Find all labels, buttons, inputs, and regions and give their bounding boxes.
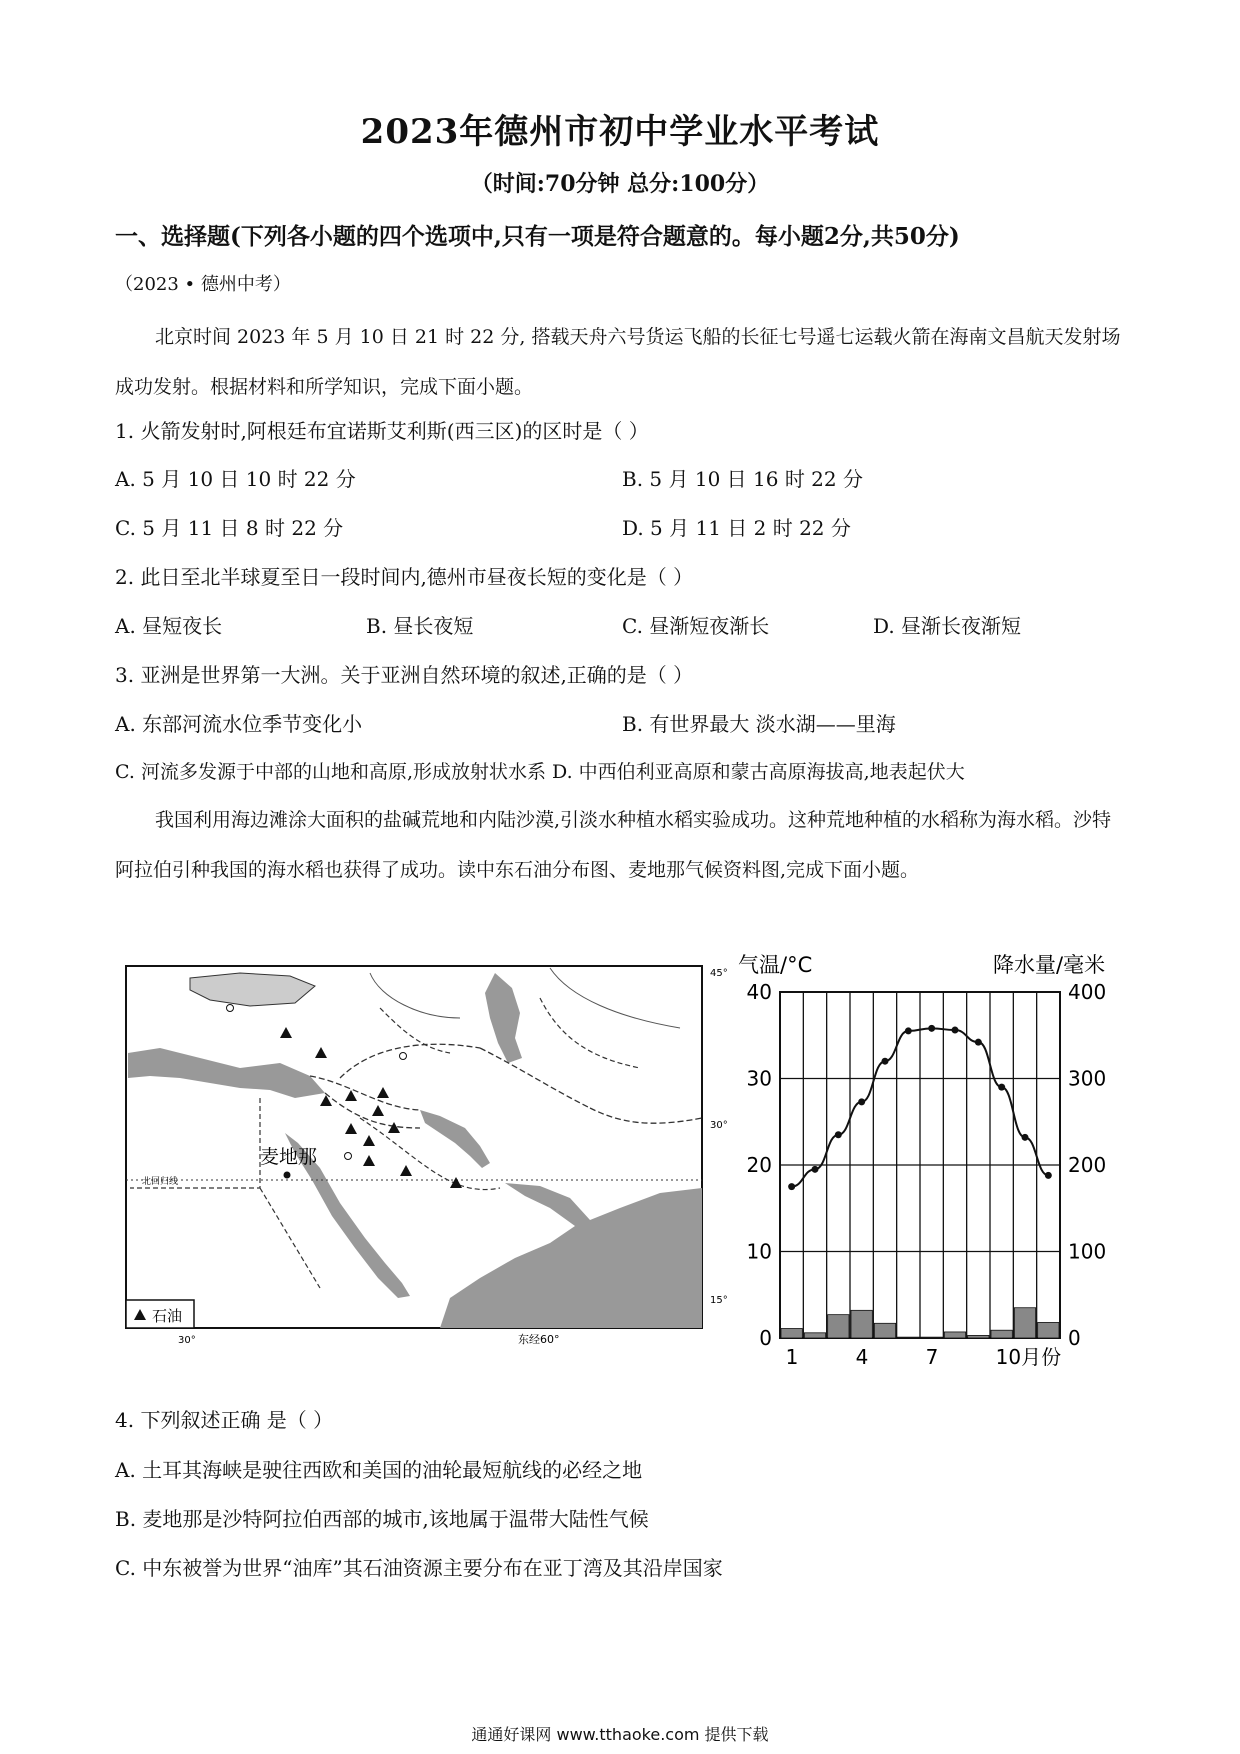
left-tick-label: 40 [746,980,772,1004]
left-tick-label: 30 [746,1066,772,1091]
question-2-stem: 2. 此日至北半球夏至日一段时间内,德州市昼夜长短的变化是（ ） [115,565,694,589]
right-tick-label: 100 [1068,1239,1107,1264]
x-tick-label: 7 [925,1345,939,1369]
precipitation-bar [1038,1322,1059,1338]
lon-30-label: 30° [178,1335,196,1346]
question-2-option-b: B. 昼长夜短 [366,614,474,638]
source-note: （2023 • 德州中考） [115,274,291,295]
medina-city-marker [284,1172,291,1179]
temperature-point [998,1084,1005,1091]
middle-east-oil-map [120,958,730,1350]
precipitation-bar [991,1330,1012,1338]
question-1-option-a: A. 5 月 10 日 10 时 22 分 [115,467,356,491]
temperature-point [812,1166,819,1173]
temperature-point [952,1027,959,1034]
exam-title: 2023年德州市初中学业水平考试 [360,112,880,152]
temperature-point [1022,1134,1029,1141]
precipitation-bar [828,1315,849,1338]
precipitation-bar [968,1335,989,1338]
x-tick-label: 1 [785,1345,799,1369]
precipitation-bar [804,1333,825,1338]
right-tick-label: 300 [1068,1066,1107,1091]
lon-60-label: 东经60° [518,1333,560,1346]
right-tick-label: 200 [1068,1153,1107,1177]
question-2-option-a: A. 昼短夜长 [115,614,223,638]
temperature-point [858,1098,865,1105]
legend-oil-label: 石油 [152,1307,183,1325]
precipitation-bar [781,1328,802,1338]
question-4-option-a: A. 土耳其海峡是驶往西欧和美国的油轮最短航线的必经之地 [115,1458,643,1482]
exam-subtitle: （时间:70分钟 总分:100分） [470,171,770,197]
question-3-option-b: B. 有世界最大 淡水湖——里海 [622,712,896,736]
medina-climate-chart [738,950,1107,1369]
lat-15-label: 15° [710,1295,728,1306]
question-4-option-b: B. 麦地那是沙特阿拉伯西部的城市,该地属于温带大陆性气候 [115,1507,649,1531]
temperature-point [835,1131,842,1138]
precipitation-bar [1014,1308,1035,1338]
section-heading: 一、选择题(下列各小题的四个选项中,只有一项是符合题意的。每小题2分,共50分) [115,223,960,250]
left-tick-label: 0 [759,1326,772,1350]
lat-45-label: 45° [710,968,728,979]
precipitation-bar [921,1337,942,1338]
question-1-stem: 1. 火箭发射时,阿根廷布宜诺斯艾利斯(西三区)的区时是（ ） [115,419,649,443]
question-1-option-c: C. 5 月 11 日 8 时 22 分 [115,516,344,540]
temperature-point [905,1027,912,1034]
lat-30-label: 30° [710,1120,728,1131]
footer-watermark: 通通好课网 www.tthaoke.com 提供下载 [471,1725,769,1744]
left-axis-label: 气温/°C [738,953,813,977]
passage-2: 我国利用海边滩涂大面积的盐碱荒地和内陆沙漠,引淡水种植水稻实验成功。这种荒地种植的水稻称为海水稻。沙特阿拉伯引种我国的海水稻也获得了成功。读中东石油分布图、麦地那气候资料图,完成下面小题。 [115,809,1112,881]
question-3-stem: 3. 亚洲是世界第一大洲。关于亚洲自然环境的叙述,正确的是（ ） [115,663,694,687]
x-tick-label: 4 [855,1345,869,1369]
precipitation-bar [898,1337,919,1338]
precipitation-bar [851,1310,872,1338]
question-4-stem: 4. 下列叙述正确 是（ ） [115,1408,334,1432]
question-2-option-d: D. 昼渐长夜渐短 [873,614,1022,638]
question-1-option-b: B. 5 月 10 日 16 时 22 分 [622,467,863,491]
right-tick-label: 400 [1068,980,1107,1004]
left-tick-label: 10 [746,1239,772,1264]
passage-1: 北京时间 2023 年 5 月 10 日 21 时 22 分, 搭载天舟六号货运飞船的长征七号遥七运载火箭在海南文昌航天发射场成功发射。根据材料和所学知识，完成下面小题。 [115,326,1121,398]
right-tick-label: 0 [1068,1326,1081,1350]
question-2-option-c: C. 昼渐短夜渐长 [622,614,770,638]
x-tick-label: 10月份 [995,1345,1062,1369]
right-axis-label: 降水量/毫米 [993,953,1106,977]
precipitation-bar [944,1332,965,1338]
tropic-label: 北回归线 [142,1177,179,1187]
temperature-point [975,1039,982,1046]
temperature-point [882,1058,889,1065]
question-3-option-a: A. 东部河流水位季节变化小 [115,712,363,736]
temperature-point [1045,1172,1052,1179]
question-4-option-c: C. 中东被誉为世界“油库”其石油资源主要分布在亚丁湾及其沿岸国家 [115,1556,723,1580]
temperature-point [928,1025,935,1032]
question-1-option-d: D. 5 月 11 日 2 时 22 分 [622,516,851,540]
question-3-option-cd: C. 河流多发源于中部的山地和高原,形成放射状水系 D. 中西伯利亚高原和蒙古高原海拔高,地表起伏大 [115,761,965,783]
temperature-point [788,1183,795,1190]
precipitation-bar [874,1323,895,1338]
medina-label: 麦地那 [260,1146,318,1168]
left-tick-label: 20 [746,1153,772,1177]
